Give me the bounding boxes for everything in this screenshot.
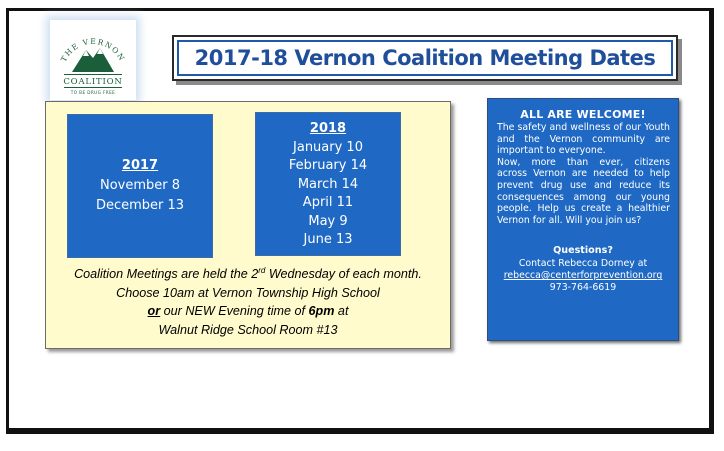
coalition-logo	[50, 20, 136, 100]
dates-2017-box	[67, 114, 213, 258]
date-2018-item: May 9	[308, 213, 348, 229]
date-2017-item: November 8	[99, 178, 181, 193]
date-2018-item: February 14	[288, 158, 368, 173]
meeting-dates-panel	[45, 101, 451, 349]
year-2018-heading: 2018	[309, 121, 347, 136]
meeting-schedule-line: Coalition Meetings are held the 2rd Wednesday of each month.	[74, 265, 422, 281]
welcome-body	[488, 121, 678, 226]
contact-name: Contact Rebecca Dorney at	[518, 258, 648, 270]
welcome-paragraph: Now, more than ever, citizens across Vernon are needed to help prevent drug use and reduce its consequences among our young people. Help us create a healthier Vernon for all. Will you join us?	[497, 156, 670, 226]
contact-email-link[interactable]: rebecca@centerforprevention.org	[503, 270, 663, 282]
mountain-logo-icon	[50, 20, 136, 100]
logo-name: COALITION	[63, 77, 123, 87]
date-2017-item: December 13	[95, 198, 185, 213]
title-inner-border	[177, 40, 673, 76]
welcome-panel	[487, 98, 679, 341]
welcome-paragraph: The safety and wellness of our Youth and the Vernon community are important to everyone.	[497, 122, 670, 157]
date-2018-item: June 13	[303, 232, 353, 247]
title-banner	[172, 35, 678, 81]
questions-heading: Questions?	[553, 245, 613, 257]
logo-top-text: THE VERNON	[59, 36, 127, 64]
date-2018-item: January 10	[293, 139, 363, 155]
dates-2018-box	[255, 112, 401, 256]
evening-location-line: Walnut Ridge School Room #13	[158, 322, 338, 337]
logo-tagline: TO BE DRUG FREE	[70, 90, 116, 95]
date-2018-item: April 11	[302, 195, 354, 210]
contact-info	[488, 258, 678, 294]
year-2017-heading: 2017	[121, 158, 159, 173]
contact-phone: 973-764-6619	[549, 282, 617, 294]
page-title: 2017-18 Vernon Coalition Meeting Dates	[194, 46, 656, 70]
meeting-info	[46, 265, 450, 339]
welcome-heading: ALL ARE WELCOME!	[520, 108, 646, 121]
date-2018-item: March 14	[297, 176, 359, 192]
evening-time-line: or our NEW Evening time of 6pm at	[147, 304, 349, 318]
morning-location-line: Choose 10am at Vernon Township High School	[116, 285, 380, 300]
